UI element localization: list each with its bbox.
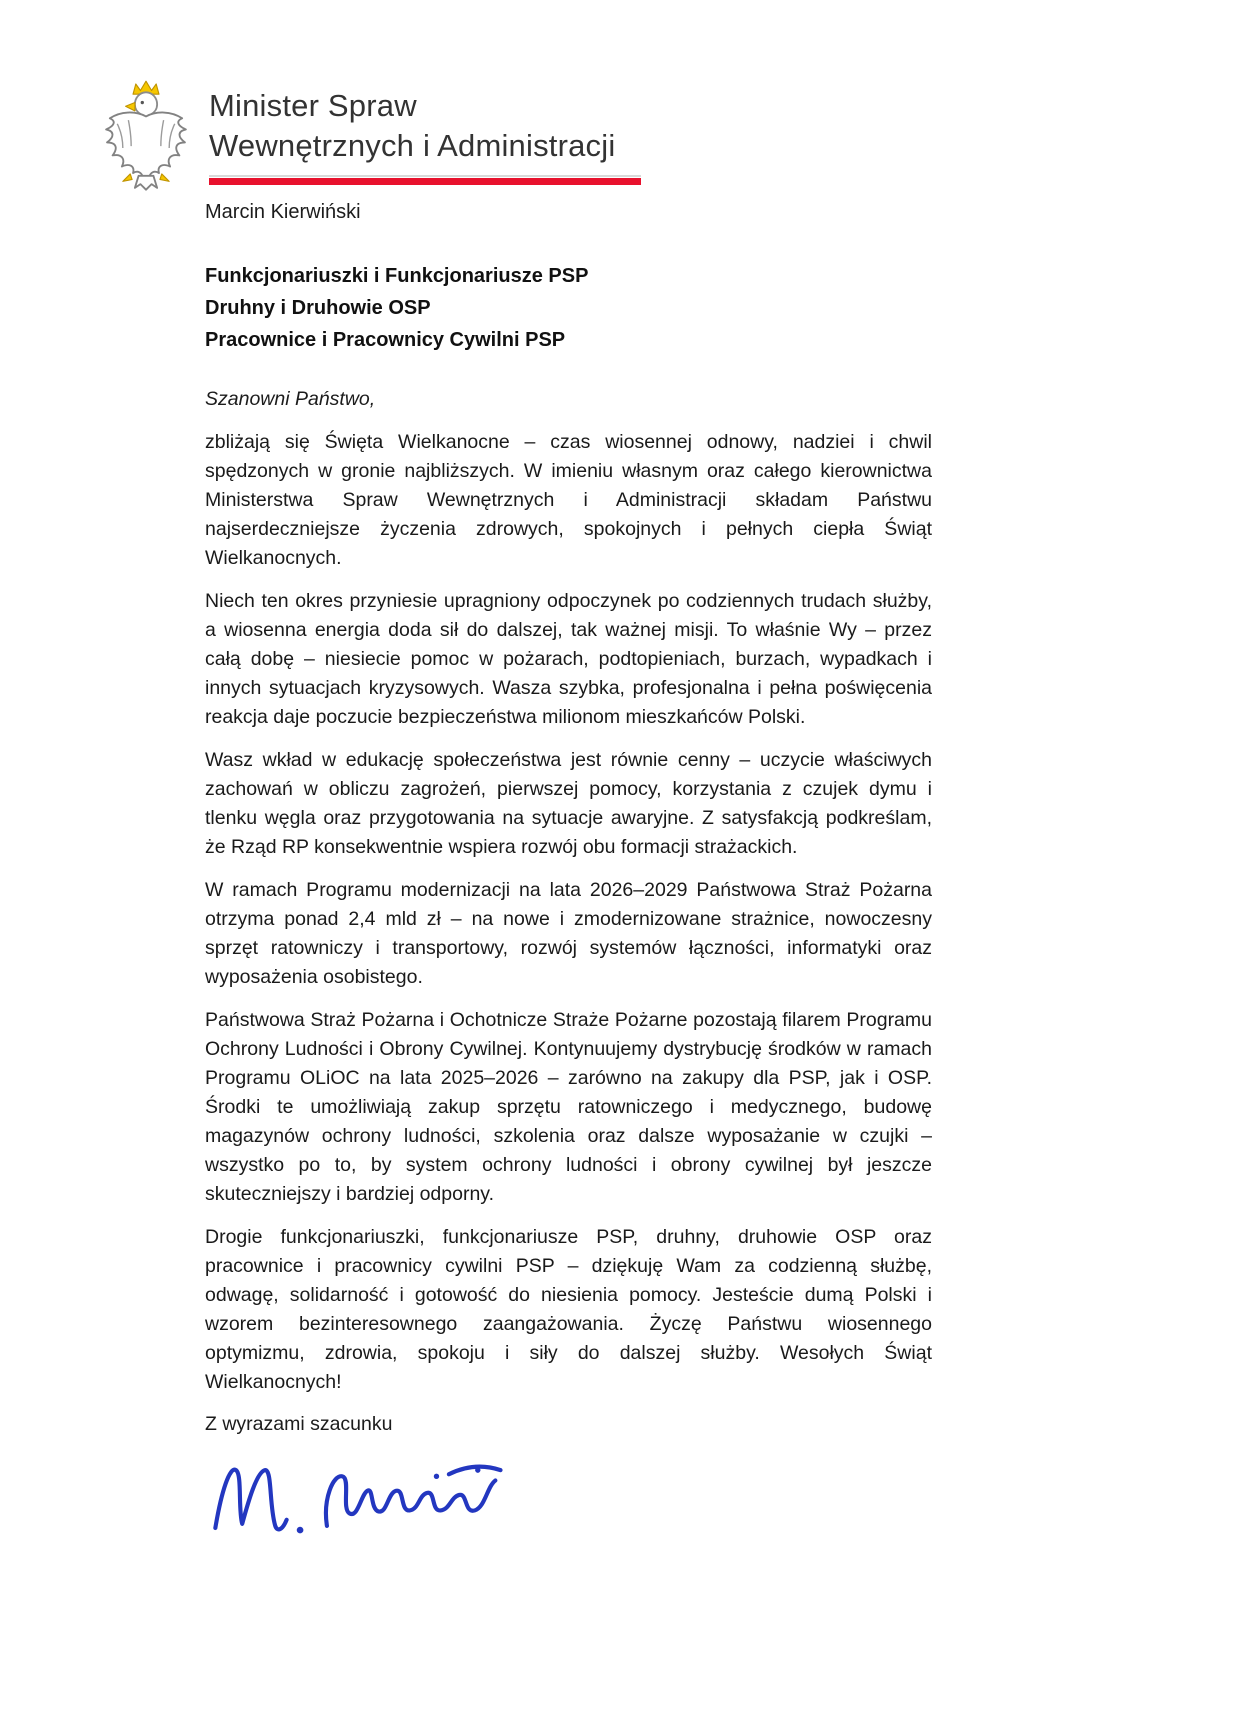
minister-name: Marcin Kierwiński — [205, 201, 361, 223]
ministry-title-line2: Wewnętrznych i Administracji — [209, 128, 616, 163]
paragraph: zbliżają się Święta Wielkanocne – czas wiosennej odnowy, nadziei i chwil spędzonych w gronie najbliższych. W imieniu własnym oraz całego kierownictwa Ministerstwa Spraw Wewnętrznych i Administracji składam Państwu najserdeczniejsze życzenia zdrowych, spokojnych i pełnych ciepła Świąt Wielkanocnych. — [205, 431, 932, 569]
letter-paragraphs — [205, 428, 932, 1397]
polish-eagle-emblem-icon — [95, 78, 197, 192]
flag-red-stripe — [209, 178, 641, 185]
addressee-line: Funkcjonariuszki i Funkcjonariusze PSP — [205, 265, 589, 287]
paragraph: Niech ten okres przyniesie upragniony odpoczynek po codziennych trudach służby, a wiosenna energia doda sił do dalszej, tak ważnej misji. To właśnie Wy – przez całą dobę – niesiecie pomoc w pożarach, podtopieniach, burzach, wypadkach i innych sytuacjach kryzysowych. Wasza szybka, profesjonalna i pełna poświęcenia reakcja daje poczucie bezpieczeństwa milionom mieszkańców Polski. — [205, 590, 932, 728]
paragraph: Drogie funkcjonariuszki, funkcjonariusze PSP, druhny, druhowie OSP oraz pracownice i pracownicy cywilni PSP – dziękuję Wam za codzienną służbę, odwagę, solidarność i gotowość do niesienia pomocy. Jesteście dumą Polski i wzorem bezinteresownego zaangażowania. Życzę Państwu wiosennego optymizmu, zdrowia, spokoju i siły do dalszej służby. Wesołych Świąt Wielkanocnych! — [205, 1226, 932, 1393]
paragraph: W ramach Programu modernizacji na lata 2026–2029 Państwowa Straż Pożarna otrzyma ponad 2,4 mld zł – na nowe i zmodernizowane strażnice, nowoczesny sprzęt ratowniczy i transportowy, rozwój systemów łączności, informatyki oraz wyposażenia osobistego. — [205, 879, 932, 988]
paragraph: Wasz wkład w edukację społeczeństwa jest równie cenny – uczycie właściwych zachowań w obliczu zagrożeń, pierwszej pomocy, korzystania z czujek dymu i tlenku węgla oraz przygotowania na sytuacje awaryjne. Z satysfakcją podkreślam, że Rząd RP konsekwentnie wspiera rozwój obu formacji strażackich. — [205, 749, 932, 858]
ministry-title-line1: Minister Spraw — [209, 88, 417, 123]
addressee-line: Druhny i Druhowie OSP — [205, 297, 431, 319]
letter-body — [205, 200, 932, 1549]
addressee-line: Pracownice i Pracownicy Cywilni PSP — [205, 329, 566, 351]
ministry-header — [209, 78, 641, 185]
salutation: Szanowni Państwo, — [205, 388, 376, 410]
closing-line: Z wyrazami szacunku — [205, 1413, 393, 1435]
handwritten-signature-icon — [205, 1445, 932, 1549]
letterhead — [95, 78, 641, 192]
paragraph: Państwowa Straż Pożarna i Ochotnicze Straże Pożarne pozostają filarem Programu Ochrony Ludności i Obrony Cywilnej. Kontynuujemy dystrybucję środków w ramach Programu OLiOC na lata 2025–2026 – zarówno na zakupy dla PSP, jak i OSP. Środki te umożliwiają zakup sprzętu ratowniczego i medycznego, budowę magazynów ochrony ludności, szkolenia oraz dalsze wyposażanie w czujki – wszystko po to, by system ochrony ludności i obrony cywilnej był jeszcze skuteczniejszy i bardziej odporny. — [205, 1009, 932, 1205]
addressees-block — [205, 260, 932, 356]
flag-divider — [209, 175, 641, 185]
